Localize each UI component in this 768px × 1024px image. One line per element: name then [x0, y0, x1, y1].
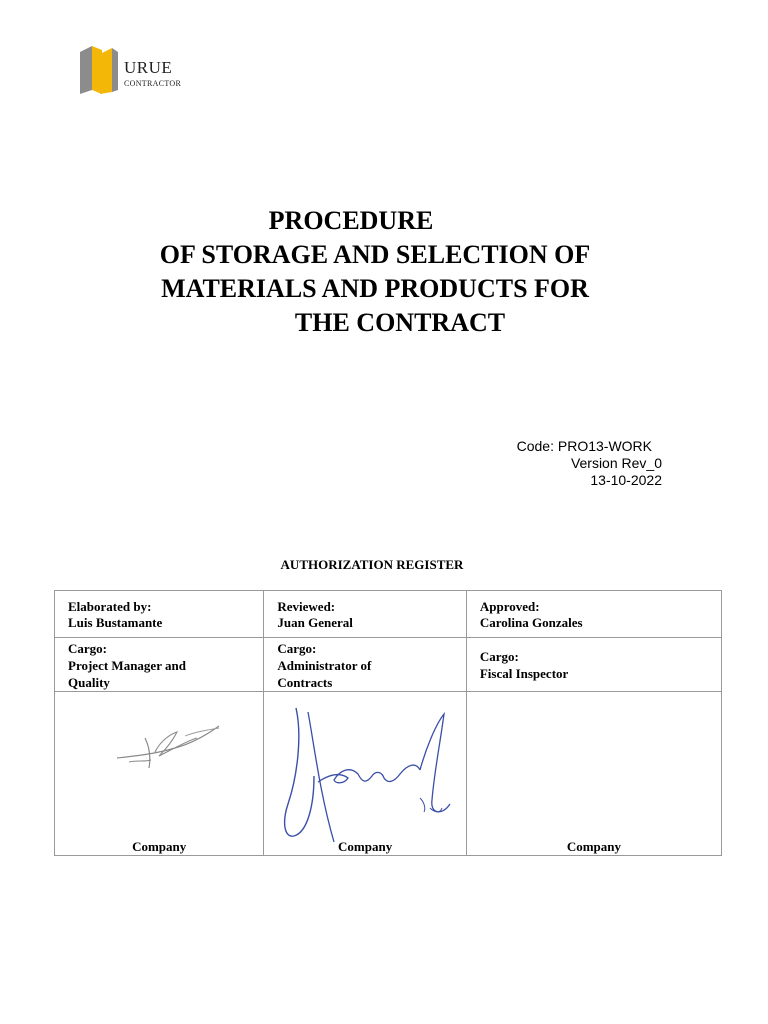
cargo-cell	[264, 638, 466, 692]
cargo-label: Cargo:	[277, 641, 317, 656]
person-name: Carolina Gonzales	[479, 615, 583, 630]
company-label: Company	[132, 839, 187, 854]
company-label: Company	[338, 839, 393, 854]
table-row	[55, 692, 722, 856]
title-line-2: OF STORAGE AND SELECTION OF	[159, 240, 591, 269]
cargo-value: Contracts	[277, 675, 333, 690]
cargo-label: Cargo:	[68, 641, 107, 656]
elaborated-cell	[55, 591, 264, 638]
document-meta	[442, 438, 662, 489]
cargo-cell	[55, 638, 264, 692]
cargo-label: Cargo:	[479, 649, 519, 664]
document-date: 13-10-2022	[590, 472, 662, 488]
role-label: Reviewed:	[277, 599, 336, 614]
signature-cell	[466, 692, 721, 856]
cargo-value: Quality	[68, 675, 110, 690]
title-line-4: THE CONTRACT	[294, 308, 506, 337]
logo-subtitle: CONTRACTOR	[124, 79, 182, 88]
register-heading: AUTHORIZATION REGISTER	[280, 557, 464, 572]
table-row	[55, 591, 722, 638]
person-name: Luis Bustamante	[68, 615, 163, 630]
title-line-3: MATERIALS AND PRODUCTS FOR	[161, 274, 589, 303]
logo-name: URUE	[124, 58, 173, 77]
reviewed-cell	[264, 591, 466, 638]
company-logo	[78, 44, 220, 96]
role-label: Elaborated by:	[68, 599, 152, 614]
cargo-value: Administrator of	[277, 658, 372, 673]
approved-cell	[466, 591, 721, 638]
title-line-1: PROCEDURE	[268, 206, 434, 235]
authorization-table	[54, 590, 722, 856]
document-code: Code: PRO13-WORK	[516, 438, 652, 454]
logo-mark-icon	[78, 44, 122, 96]
signature-cell	[264, 692, 466, 856]
cargo-value: Project Manager and	[68, 658, 186, 673]
cargo-value: Fiscal Inspector	[479, 666, 569, 681]
table-row	[55, 638, 722, 692]
company-label: Company	[566, 839, 622, 854]
cargo-cell	[466, 638, 721, 692]
signature-2-icon	[274, 704, 454, 844]
document-title	[100, 204, 650, 340]
person-name: Juan General	[277, 615, 353, 630]
signature-1-icon	[115, 718, 225, 774]
role-label: Approved:	[479, 599, 540, 614]
signature-cell	[55, 692, 264, 856]
document-version: Version Rev_0	[570, 455, 662, 471]
